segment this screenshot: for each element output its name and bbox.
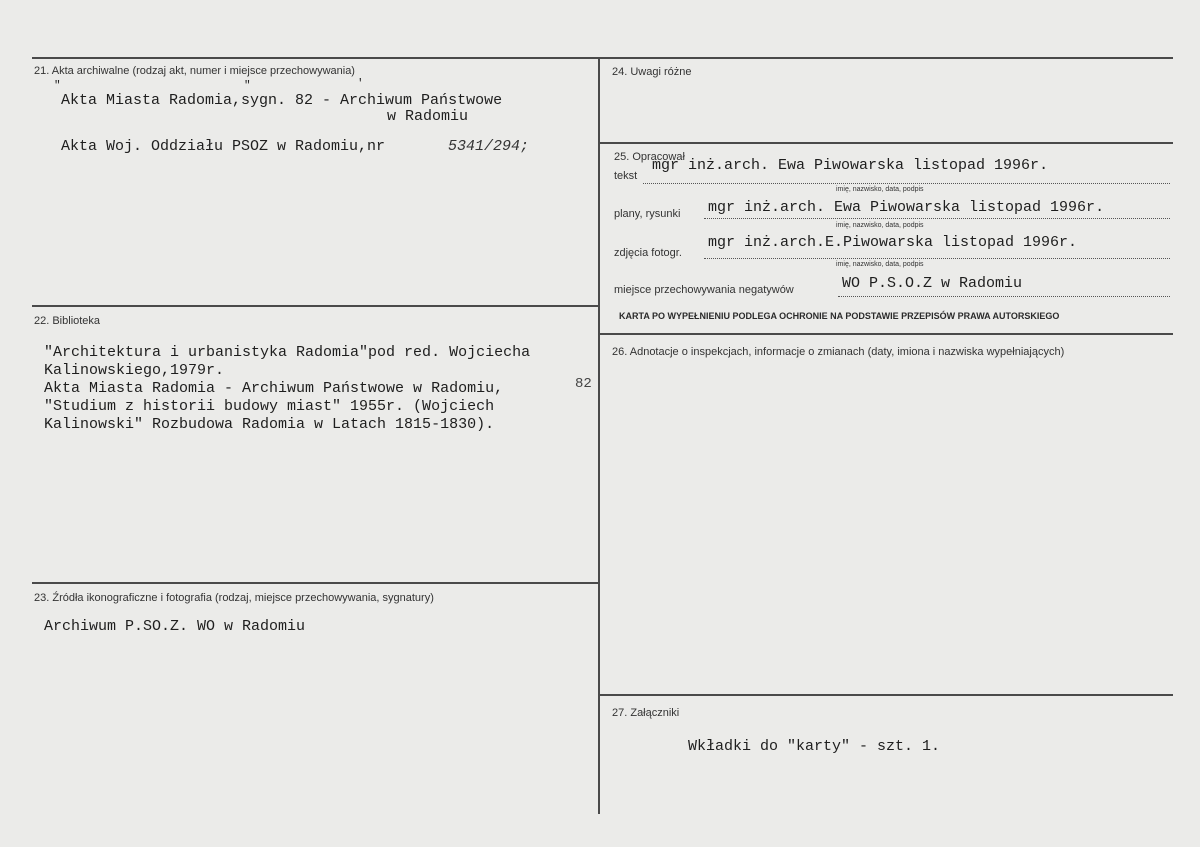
negatywy-value: WO P.S.O.Z w Radomiu [842,275,1023,292]
archival-record-number: 5341/294; [448,138,530,155]
rule-26-27 [599,694,1173,696]
negatywy-dotted-line [838,296,1170,297]
quote-mark: " [54,80,61,92]
section-21-label: 21. Akta archiwalne (rodzaj akt, numer i miejsce przechowywania) [34,65,355,77]
tekst-hint: imię, nazwisko, data, podpis [836,186,924,193]
column-divider [598,57,600,814]
section-26-label: 26. Adnotacje o inspekcjach, informacje o zmianach (daty, imiona i nazwiska wypełniających) [612,346,1065,358]
library-line-4: "Studium z historii budowy miast" 1955r. (Wojciech [44,398,495,415]
section-24-label: 24. Uwagi różne [612,66,692,78]
archival-records-line-1: Akta Miasta Radomia,sygn. 82 - Archiwum Państwowe [61,92,503,109]
rule-24-25 [599,142,1173,144]
rule-22-23 [32,582,599,584]
library-handwritten-note: 82 [575,376,592,392]
zdjecia-value: mgr inż.arch.E.Piwowarska listopad 1996r. [708,234,1078,251]
section-27-label: 27. Załączniki [612,707,680,719]
zdjecia-label: zdjęcia fotogr. [614,247,682,259]
tekst-dotted-line [643,183,1170,184]
copyright-notice: KARTA PO WYPEŁNIENIU PODLEGA OCHRONIE NA PODSTAWIE PRZEPISÓW PRAWA AUTORSKIEGO [619,311,1060,321]
rule-25-26 [599,333,1173,335]
archival-records-line-3: Akta Woj. Oddziału PSOZ w Radomiu,nr [61,138,386,155]
accent-mark: ' [357,78,364,90]
archival-records-line-2: w Radomiu [387,108,469,125]
plany-dotted-line [704,218,1170,219]
tekst-value: mgr inż.arch. Ewa Piwowarska listopad 1996r. [652,157,1049,174]
form-top-rule [32,57,1173,59]
library-line-3: Akta Miasta Radomia - Archiwum Państwowe w Radomiu, [44,380,504,397]
iconography-line-1: Archiwum P.SO.Z. WO w Radomiu [44,618,306,635]
library-line-5: Kalinowski" Rozbudowa Radomia w Latach 1815-1830). [44,416,495,433]
rule-21-22 [32,305,599,307]
plany-hint: imię, nazwisko, data, podpis [836,222,924,229]
negatywy-label: miejsce przechowywania negatywów [614,284,794,296]
section-23-label: 23. Źródła ikonograficzne i fotografia (rodzaj, miejsce przechowywania, sygnatury) [34,592,434,604]
tekst-label: tekst [614,170,638,182]
quote-mark: " [244,80,251,92]
attachments-line-1: Wkładki do "karty" - szt. 1. [688,738,941,755]
library-line-1: "Architektura i urbanistyka Radomia"pod red. Wojciecha [44,344,531,361]
plany-value: mgr inż.arch. Ewa Piwowarska listopad 1996r. [708,199,1105,216]
section-25-label: 25. Opracował [614,151,685,163]
zdjecia-dotted-line [704,258,1170,259]
zdjecia-hint: imię, nazwisko, data, podpis [836,261,924,268]
section-22-label: 22. Biblioteka [34,315,101,327]
plany-label: plany, rysunki [614,208,681,220]
library-line-2: Kalinowskiego,1979r. [44,362,225,379]
